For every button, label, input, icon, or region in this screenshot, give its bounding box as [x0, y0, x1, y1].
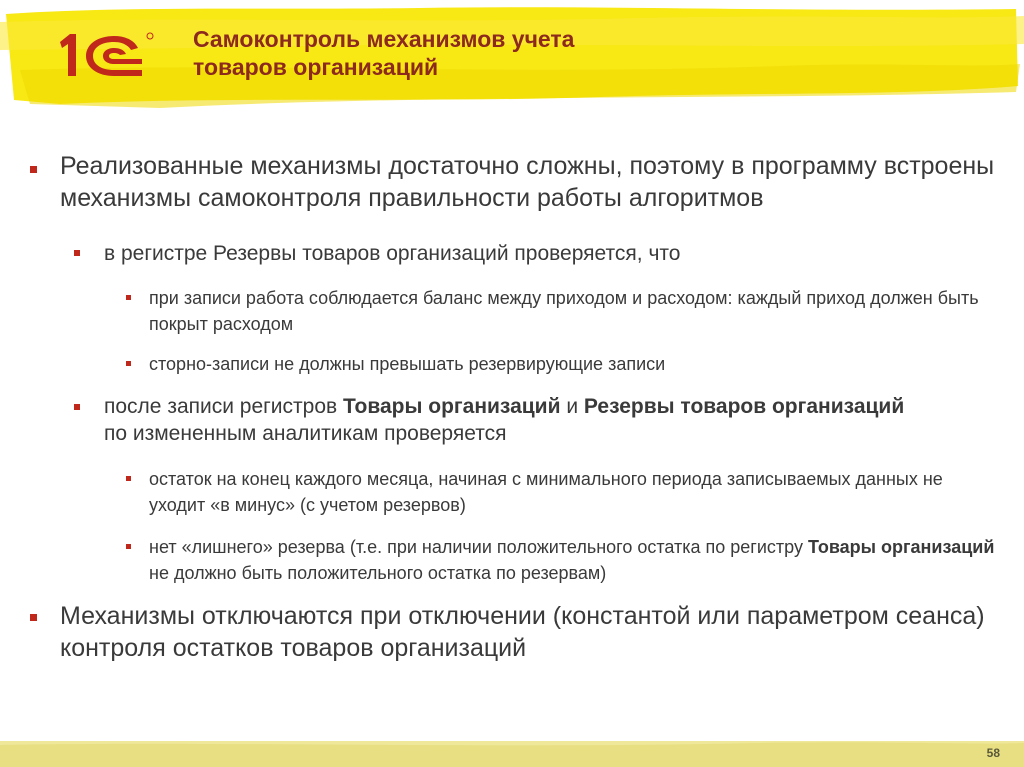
- text-run: после записи регистров: [104, 395, 344, 418]
- page-number: 58: [986, 746, 1000, 760]
- 1c-logo: [56, 28, 156, 80]
- bullet-marker: [126, 295, 131, 300]
- bullet-2: Механизмы отключаются при отключении (константой или параметром сеанса) контроля остатков товаров организаций: [60, 602, 985, 662]
- bullet-1-2-2: [149, 534, 999, 586]
- bullet-1: Реализованные механизмы достаточно сложны, поэтому в программу встроены механизмы самоконтроля правильности работы алгоритмов: [60, 152, 995, 212]
- footer-strip: [0, 741, 1024, 767]
- bullet-marker: [126, 361, 131, 366]
- text-run: по измененным аналитикам проверяется: [104, 422, 507, 445]
- bullet-marker: [126, 476, 131, 481]
- text-run: и: [560, 395, 584, 418]
- bullet-marker: [30, 614, 37, 621]
- bullet-1-2-1: остаток на конец каждого месяца, начиная с минимального периода записываемых данных не уходит «в минус» (с учетом резервов): [149, 469, 943, 515]
- register-name: Резервы товаров организаций: [583, 395, 905, 418]
- register-name: Товары организаций: [343, 395, 561, 418]
- bullet-1-1-2: сторно-записи не должны превышать резервирующие записи: [149, 354, 666, 374]
- bullet-1-1: в регистре Резервы товаров организаций проверяется, что: [104, 242, 681, 265]
- bullet-1-2: [104, 393, 924, 447]
- bullet-1-1-1: при записи работа соблюдается баланс между приходом и расходом: каждый приход должен быть покрыт расходом: [149, 288, 979, 334]
- slide-title: [193, 25, 574, 81]
- title-line-1: Самоконтроль механизмов учета: [193, 26, 575, 52]
- register-name: Товары организаций: [807, 537, 995, 557]
- text-run: нет «лишнего» резерва (т.е. при наличии положительного остатка по регистру: [149, 537, 808, 557]
- title-line-2: товаров организаций: [193, 54, 439, 80]
- bullet-marker: [126, 544, 131, 549]
- bullet-marker: [74, 404, 80, 410]
- bullet-marker: [30, 166, 37, 173]
- text-run: не должно быть положительного остатка по резервам): [149, 563, 607, 583]
- bullet-marker: [74, 250, 80, 256]
